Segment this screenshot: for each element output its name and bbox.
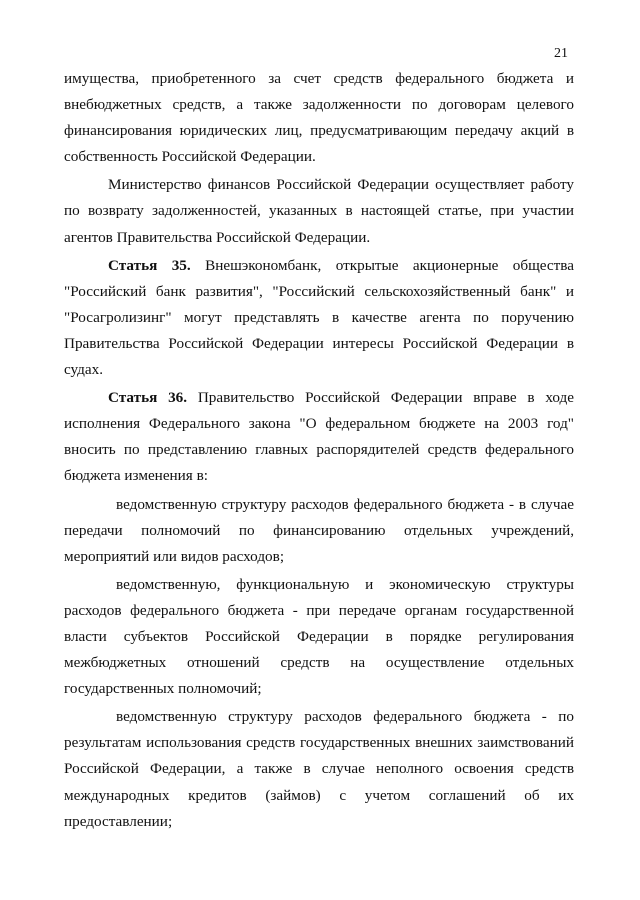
document-body [64,66,574,837]
page-number: 21 [554,46,568,61]
paragraph-continuation: имущества, приобретенного за счет средств федерального бюджета и внебюджетных средств, а также задолженности по договорам целевого финансирования юридических лиц, предусматривающим передачу акций в собственность Российской Федерации. [64,70,574,166]
list-item-functional-economic-structure: ведомственную, функциональную и экономическую структуры расходов федерального бюджета - при передаче органам государственной власти субъектов Российской Федерации в порядке регулирования межбюджетных отношений средств на осуществление отдельных государственных полномочий; [64,575,574,698]
article-35-heading: Статья 35. [108,256,191,274]
paragraph-ministry-of-finance: Министерство финансов Российской Федерации осуществляет работу по возврату задолженностей, указанных в настоящей статье, при участии агентов Правительства Российской Федерации. [64,176,574,246]
article-36-text: Правительство Российской Федерации вправе в ходе исполнения Федерального закона "О федеральном бюджете на 2003 год" вносить по представлению главных распорядителей средств федерального бюджета изменения в: [64,389,574,485]
list-item-external-borrowings: ведомственную структуру расходов федерального бюджета - по результатам использования средств государственных внешних заимствований Российской Федерации, а также в случае неполного освоения средств международных кредитов (займов) с учетом соглашений об их предоставлении; [64,708,574,830]
article-36-heading: Статья 36. [108,389,188,407]
article-36 [64,385,574,489]
list-item-departmental-structure: ведомственную структуру расходов федерального бюджета - в случае передачи полномочий по финансированию отдельных учреждений, мероприятий или видов расходов; [64,495,574,565]
article-35 [64,253,574,383]
article-35-text: Внешэкономбанк, открытые акционерные общества "Российский банк развития", "Российский сельскохозяйственный банк" и "Росагролизинг" могут представлять в качестве агента по поручению Правительства Российской Федерации интересы Российской Федерации в судах. [64,256,574,379]
